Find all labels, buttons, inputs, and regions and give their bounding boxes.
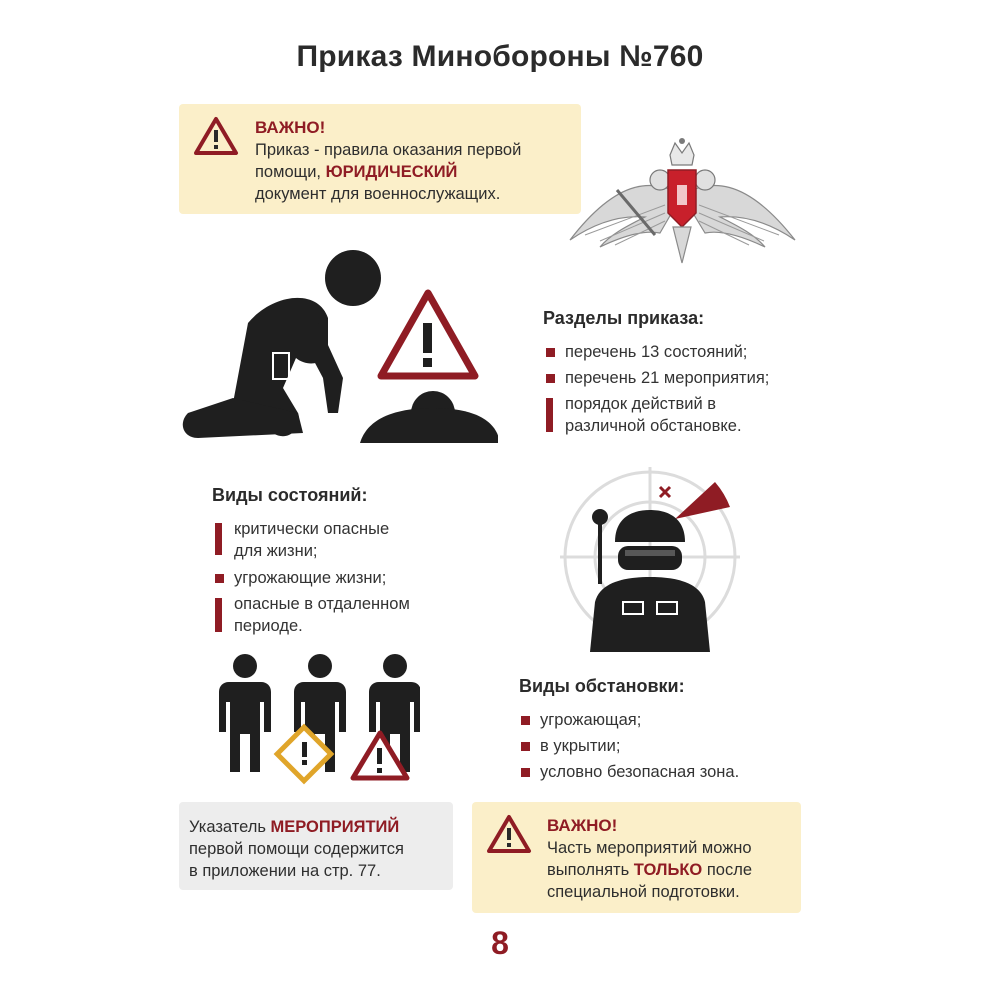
list-item: условно безопасная зона. bbox=[540, 763, 740, 781]
list-item: для жизни; bbox=[234, 542, 318, 560]
important-notice-top bbox=[179, 104, 581, 214]
notice-heading: ВАЖНО! bbox=[255, 118, 326, 137]
conditions-title: Виды состояний: bbox=[212, 485, 368, 505]
list-item: угрожающие жизни; bbox=[234, 569, 387, 587]
note-text-part: Указатель bbox=[189, 818, 266, 836]
list-item: опасные в отдаленном bbox=[234, 595, 410, 613]
warning-triangle-icon bbox=[193, 116, 239, 156]
sections-title: Разделы приказа: bbox=[543, 308, 705, 328]
note-line: в приложении на стр. 77. bbox=[189, 862, 381, 880]
notice-line: документ для военнослужащих. bbox=[255, 185, 501, 203]
warning-triangle-icon bbox=[486, 814, 532, 854]
list-item: перечень 21 мероприятия; bbox=[565, 369, 770, 387]
page-title: Приказ Минобороны №760 bbox=[296, 40, 704, 73]
list-bullet bbox=[521, 716, 530, 725]
notice-line bbox=[255, 161, 575, 183]
emblem-icon bbox=[565, 135, 800, 270]
list-item: критически опасные bbox=[234, 520, 390, 538]
list-bullet bbox=[215, 598, 222, 632]
notice-text-part: помощи, bbox=[255, 163, 322, 181]
list-item: перечень 13 состояний; bbox=[565, 343, 748, 361]
list-item: угрожающая; bbox=[540, 711, 642, 729]
situations-title: Виды обстановки: bbox=[519, 676, 685, 696]
page-number: 8 bbox=[491, 925, 509, 961]
list-bullet bbox=[546, 374, 555, 383]
notice-accent: ТОЛЬКО bbox=[633, 861, 703, 879]
note-line: первой помощи содержится bbox=[189, 840, 404, 858]
soldier-target-icon bbox=[555, 462, 745, 657]
list-bullet bbox=[215, 523, 222, 555]
pointer-note-text bbox=[189, 816, 451, 882]
notice-heading: ВАЖНО! bbox=[547, 816, 618, 835]
kneeling-person-icon bbox=[178, 238, 498, 453]
list-item: порядок действий в bbox=[565, 395, 717, 413]
list-item: различной обстановке. bbox=[565, 417, 742, 435]
list-bullet bbox=[521, 768, 530, 777]
list-bullet bbox=[521, 742, 530, 751]
notice-line bbox=[547, 859, 797, 881]
notice-text bbox=[547, 837, 797, 903]
notice-accent: ЮРИДИЧЕСКИЙ bbox=[325, 163, 458, 181]
notice-line: Часть мероприятий можно bbox=[547, 839, 752, 857]
notice-line: Приказ - правила оказания первой bbox=[255, 141, 522, 159]
list-bullet bbox=[546, 348, 555, 357]
list-bullet bbox=[215, 574, 224, 583]
notice-line: специальной подготовки. bbox=[547, 883, 740, 901]
notice-text-part: выполнять bbox=[547, 861, 630, 879]
notice-text-part: после bbox=[706, 861, 752, 879]
list-item: в укрытии; bbox=[540, 737, 621, 755]
list-item: периоде. bbox=[234, 617, 303, 635]
important-notice-bottom bbox=[472, 802, 801, 913]
notice-text bbox=[255, 139, 575, 205]
note-line bbox=[189, 816, 451, 838]
list-bullet bbox=[546, 398, 553, 432]
three-people-icon bbox=[215, 650, 420, 785]
pointer-note bbox=[179, 802, 453, 890]
note-accent: МЕРОПРИЯТИЙ bbox=[270, 818, 400, 836]
